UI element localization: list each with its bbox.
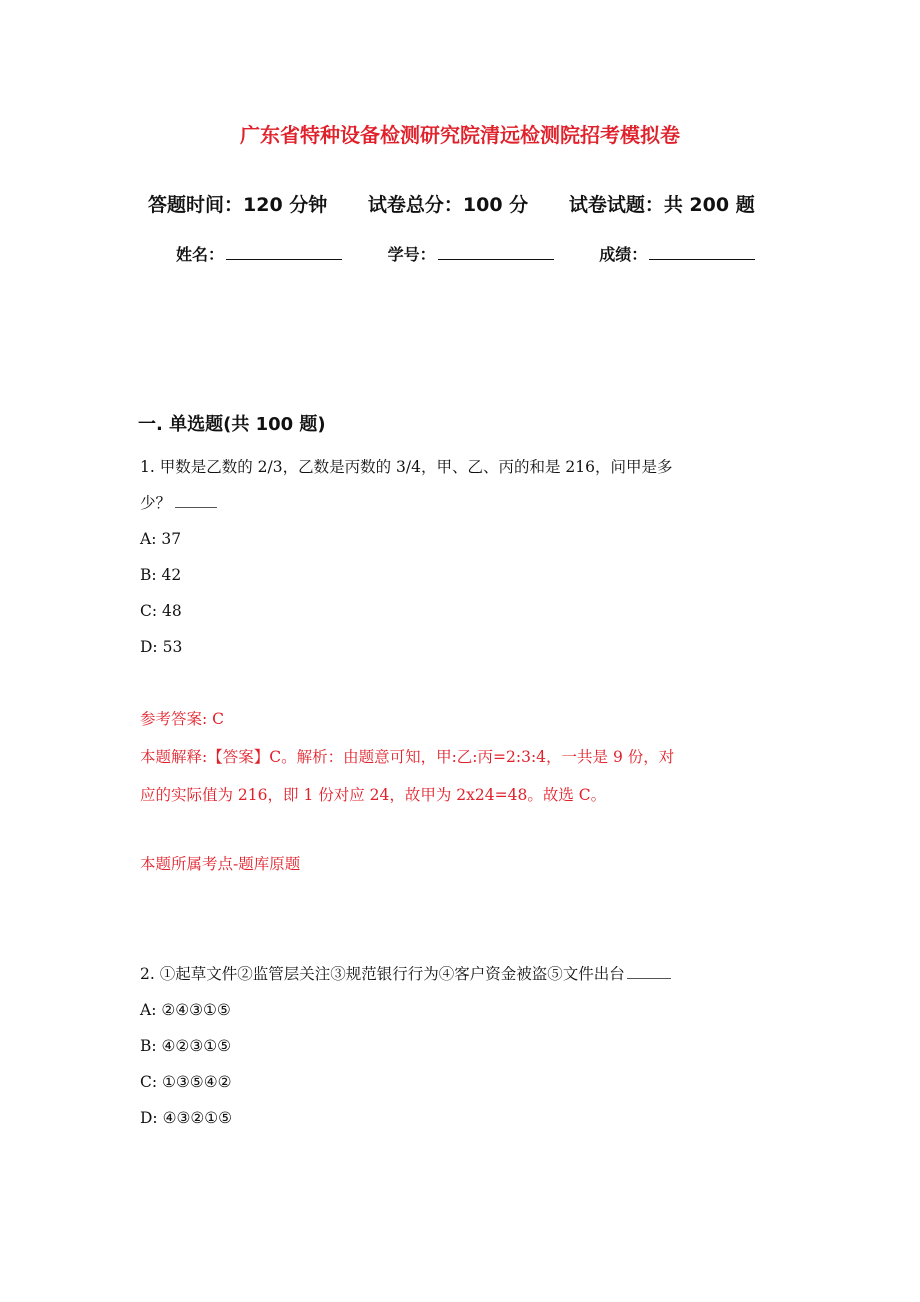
exam-total-score: 试卷总分：100 分 bbox=[367, 194, 529, 216]
q2-stem-text: 2. ①起草文件②监管层关注③规范银行行为④客户资金被盗⑤文件出台 bbox=[140, 965, 625, 983]
name-field bbox=[176, 241, 342, 268]
q2-answer-blank bbox=[627, 964, 671, 979]
q1-option-c: C: 48 bbox=[140, 602, 182, 620]
q1-answer: 参考答案: C bbox=[140, 710, 225, 728]
q1-option-b: B: 42 bbox=[140, 566, 182, 584]
id-label: 学号： bbox=[387, 245, 436, 264]
grade-label: 成绩： bbox=[599, 245, 648, 264]
q1-answer-blank bbox=[175, 493, 217, 508]
q2-option-a: A: ②④③①⑤ bbox=[140, 1001, 231, 1019]
grade-field bbox=[599, 241, 755, 268]
name-label: 姓名： bbox=[176, 245, 225, 264]
q2-option-d: D: ④③②①⑤ bbox=[140, 1109, 233, 1127]
q2-option-c: C: ①③⑤④② bbox=[140, 1073, 232, 1091]
q1-explain-line2: 应的实际值为 216，即 1 份对应 24，故甲为 2x24=48。故选 C。 bbox=[140, 786, 607, 804]
exam-question-count: 试卷试题：共 200 题 bbox=[568, 194, 755, 216]
q1-stem-line2-text: 少？ bbox=[140, 494, 172, 512]
q2-option-b: B: ④②③①⑤ bbox=[140, 1037, 232, 1055]
exam-time: 答题时间：120 分钟 bbox=[148, 194, 328, 216]
name-blank bbox=[226, 241, 342, 260]
q1-source: 本题所属考点-题库原题 bbox=[140, 855, 301, 873]
section-title: 一. 单选题(共 100 题) bbox=[138, 414, 326, 435]
id-field bbox=[388, 241, 554, 268]
exam-title: 广东省特种设备检测研究院清远检测院招考模拟卷 bbox=[240, 123, 680, 147]
exam-meta bbox=[148, 190, 755, 220]
q1-stem-line2 bbox=[140, 485, 217, 521]
q1-explain-line1: 本题解释:【答案】C。解析：由题意可知，甲:乙:丙=2:3:4，一共是 9 份，对 bbox=[140, 748, 675, 766]
grade-blank bbox=[649, 241, 755, 260]
q1-option-a: A: 37 bbox=[140, 530, 182, 548]
q1-stem-line1: 1. 甲数是乙数的 2/3，乙数是丙数的 3/4，甲、乙、丙的和是 216，问甲是多 bbox=[140, 458, 673, 476]
q1-option-d: D: 53 bbox=[140, 638, 183, 656]
student-info bbox=[176, 241, 755, 268]
id-blank bbox=[438, 241, 554, 260]
q2-stem bbox=[140, 956, 671, 992]
